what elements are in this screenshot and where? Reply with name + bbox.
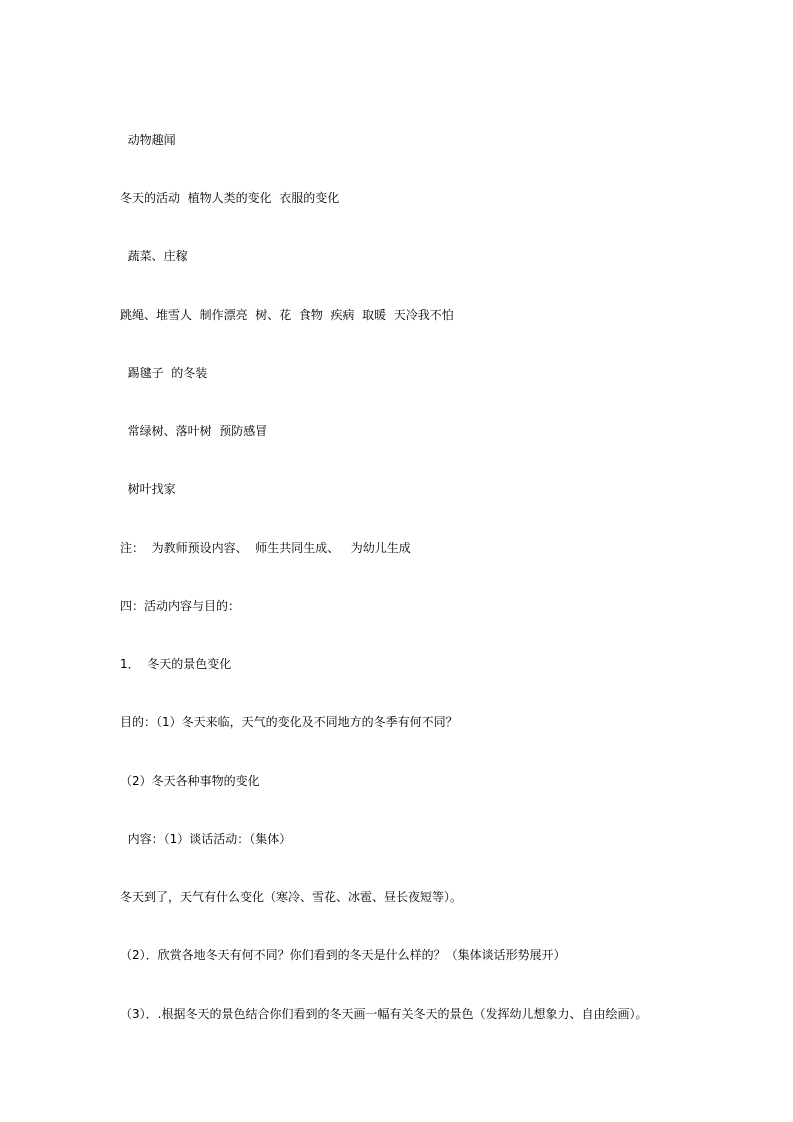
- text-line-animal-stories: 动物趣闻: [120, 133, 176, 147]
- section-heading-content-goals: 四：活动内容与目的：: [120, 599, 241, 613]
- text-line-shuttlecock: 踢毽子 的冬装: [120, 366, 208, 380]
- text-line-evergreen-trees: 常绿树、落叶树 预防感冒: [120, 424, 268, 438]
- text-line-activity-list: 跳绳、堆雪人 制作漂亮 树、花 食物 疾病 取暖 天冷我不怕: [120, 308, 454, 322]
- text-line-content-3: （3）．.根据冬天的景色结合你们看到的冬天画一幅有关冬天的景色（发挥幼儿想象力、自由绘画）。: [120, 1007, 648, 1021]
- text-line-vegetables-crops: 蔬菜、庄稼: [120, 249, 188, 263]
- text-line-content-2: （2）．欣赏各地冬天有何不同？你们看到的冬天是什么样的？（集体谈话形势展开）: [120, 948, 566, 962]
- text-line-weather-change: 冬天到了，天气有什么变化（寒冷、雪花、冰雹、昼长夜短等）。: [120, 890, 463, 904]
- text-line-leaf-home: 树叶找家: [120, 482, 176, 496]
- text-line-goal-2: （2）冬天各种事物的变化: [120, 774, 260, 788]
- text-line-content-1: 内容：（1）谈话活动：（集体）: [120, 832, 292, 846]
- text-line-goal-1: 目的：（1）冬天来临，天气的变化及不同地方的冬季有何不同？: [120, 715, 458, 729]
- text-line-winter-activities: 冬天的活动 植物人类的变化 衣服的变化: [120, 191, 340, 205]
- text-line-note: 注： 为教师预设内容、 师生共同生成、 为幼儿生成: [120, 541, 411, 555]
- text-line-item-1: 1． 冬天的景色变化: [120, 657, 232, 671]
